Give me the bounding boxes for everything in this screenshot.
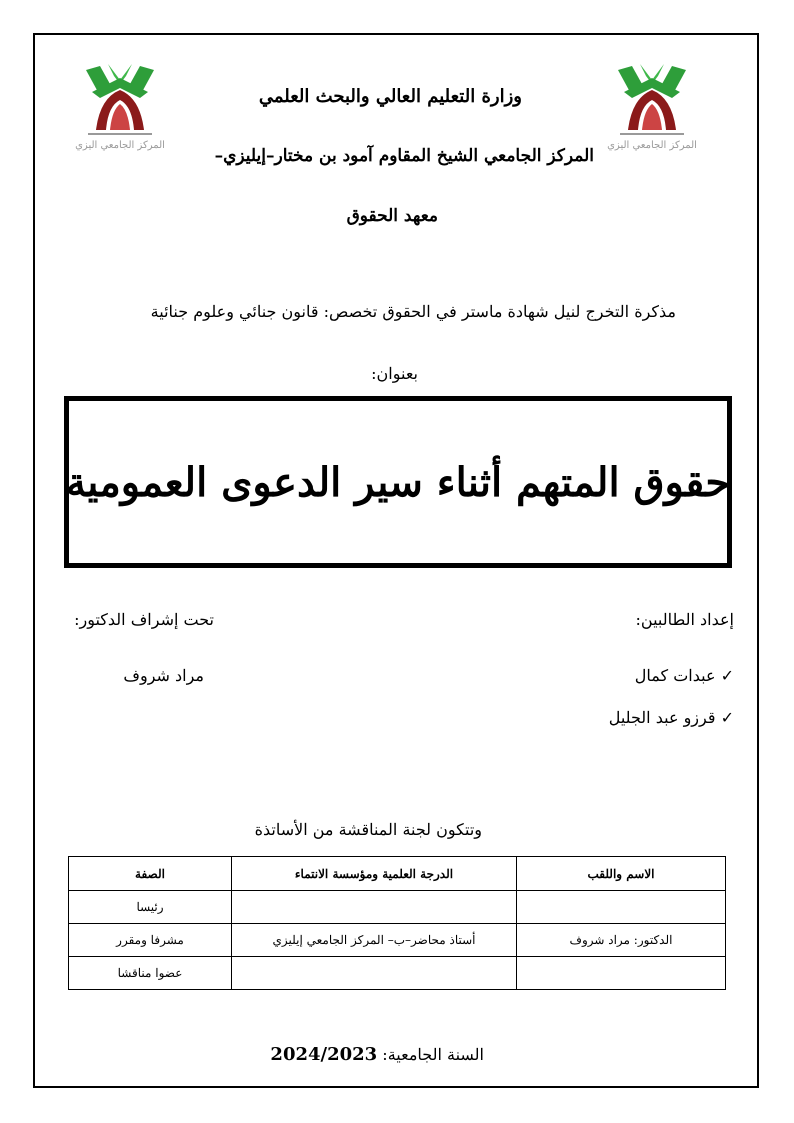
supervisor-name: مراد شروف <box>123 666 204 685</box>
table-row <box>69 891 726 924</box>
logo-caption: المركز الجامعي اليزي <box>607 140 697 151</box>
table-cell: رئيسا <box>69 891 232 924</box>
table-cell: مشرفا ومقرر <box>69 924 232 957</box>
table-cell <box>232 957 517 990</box>
title-box <box>64 396 732 568</box>
thesis-purpose: مذكرة التخرج لنيل شهادة ماستر في الحقوق تخصص: قانون جنائي وعلوم جنائية <box>150 302 676 321</box>
table-cell <box>517 957 726 990</box>
column-header: الصفة <box>69 857 232 891</box>
ministry-name: وزارة التعليم العالي والبحث العلمي <box>258 86 522 107</box>
students-label: إعداد الطالبين: <box>635 610 734 629</box>
university-center-name: المركز الجامعي الشيخ المقاوم آمود بن مختار–إيليزي– <box>214 146 594 166</box>
committee-intro: وتتكون لجنة المناقشة من الأساتذة <box>254 820 482 839</box>
student-item <box>635 666 734 685</box>
academic-year-value: 2024/2023 <box>270 1044 378 1065</box>
logo-emblem <box>618 64 686 134</box>
table-header-row <box>69 857 726 891</box>
table-cell <box>232 891 517 924</box>
student-name: قرزو عبد الجليل <box>608 708 716 727</box>
table-cell: الدكتور: مراد شروف <box>517 924 726 957</box>
student-item <box>609 708 734 727</box>
thesis-title: حقوق المتهم أثناء سير الدعوى العمومية <box>65 458 731 506</box>
checkmark-icon: ✓ <box>720 708 734 727</box>
table-row <box>69 924 726 957</box>
academic-year <box>270 1044 484 1065</box>
checkmark-icon: ✓ <box>720 666 734 685</box>
supervisor-label: تحت إشراف الدكتور: <box>74 610 214 629</box>
logo-caption: المركز الجامعي اليزي <box>75 140 165 151</box>
table-cell: عضوا مناقشا <box>69 957 232 990</box>
institute-name: معهد الحقوق <box>346 206 438 226</box>
university-logo-left <box>75 62 165 154</box>
academic-year-label: السنة الجامعية: <box>382 1045 484 1064</box>
student-name: عبدات كمال <box>634 666 716 685</box>
table-cell: أستاذ محاضر–ب– المركز الجامعي إيليزي <box>232 924 517 957</box>
column-header: الاسم واللقب <box>517 857 726 891</box>
committee-table <box>68 856 726 990</box>
column-header: الدرجة العلمية ومؤسسة الانتماء <box>232 857 517 891</box>
title-label: بعنوان: <box>371 364 418 383</box>
university-logo-right <box>607 62 697 154</box>
table-cell <box>517 891 726 924</box>
table-row <box>69 957 726 990</box>
logo-emblem <box>86 64 154 134</box>
